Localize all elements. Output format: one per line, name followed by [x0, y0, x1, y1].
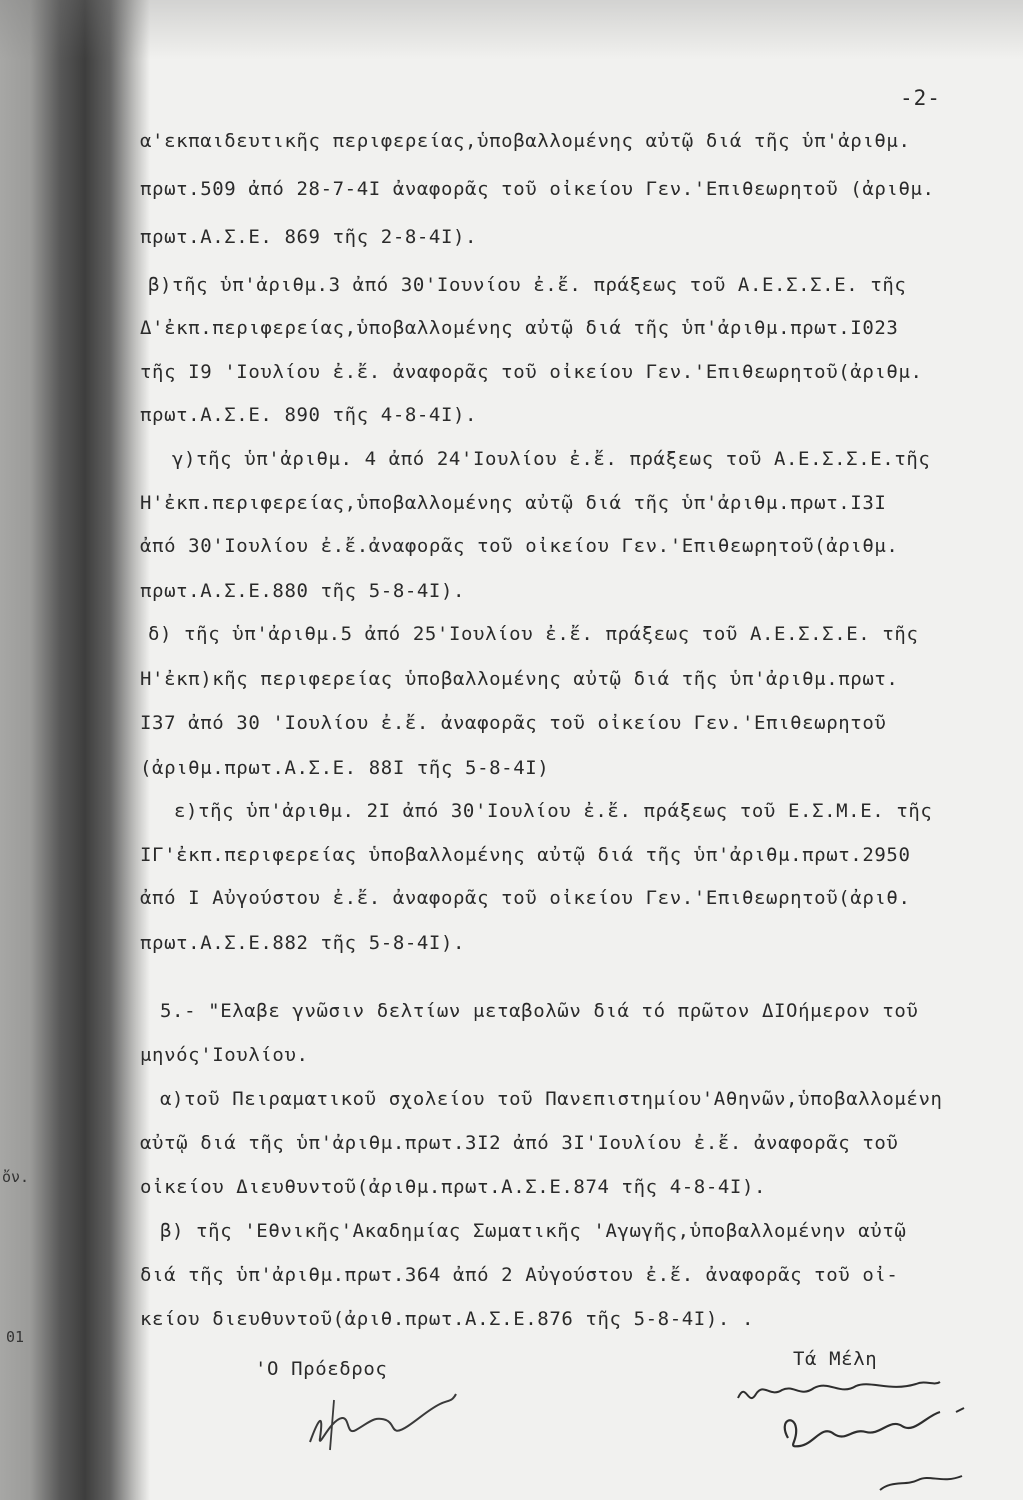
scan-shadow-top — [0, 0, 1023, 60]
text-line: Η'ἐκπ)κῆς περιφερείας ὑποβαλλομένης αὐτῷ διά τῆς ὑπ'ἀριθμ.πρωτ. — [140, 668, 899, 690]
text-line: γ)τῆς ὑπ'ἀριθμ. 4 ἀπό 24'Ιουλίου ἐ.ἔ. πράξεως τοῦ Α.Ε.Σ.Σ.Ε.τῆς — [172, 448, 931, 470]
text-line: β) τῆς 'Εθνικῆς'Ακαδημίας Σωματικῆς 'Αγωγῆς,ὑποβαλλομένην αὐτῷ — [160, 1220, 907, 1242]
text-line: πρωτ.509 ἀπό 28-7-4I ἀναφορᾶς τοῦ οἰκείου Γεν.'Επιθεωρητοῦ (ἀριθμ. — [140, 178, 935, 200]
text-line: οἰκείου Διευθυντοῦ(ἀριθμ.πρωτ.Α.Σ.Ε.874 τῆς 4-8-4I). — [140, 1176, 767, 1198]
text-line: IΓ'ἐκπ.περιφερείας ὑποβαλλομένης αὐτῷ διά τῆς ὑπ'ἀριθμ.πρωτ.2950 — [140, 844, 911, 866]
text-line: ε)τῆς ὑπ'ἀριθμ. 2I ἀπό 30'Ιουλίου ἐ.ἔ. πράξεως τοῦ Ε.Σ.Μ.Ε. τῆς — [174, 800, 933, 822]
text-line: (ἀριθμ.πρωτ.Α.Σ.Ε. 88I τῆς 5-8-4I) — [140, 757, 550, 779]
scan-shadow — [0, 0, 150, 1500]
text-line: πρωτ.Α.Σ.Ε.882 τῆς 5-8-4I). — [140, 932, 466, 954]
text-line: πρωτ.Α.Σ.Ε.880 τῆς 5-8-4I). — [140, 580, 466, 602]
text-line: 5.- "Ελαβε γνῶσιν δελτίων μεταβολῶν διά τό πρῶτον ΔΙΟήμερον τοῦ — [160, 1000, 919, 1022]
margin-note: ὄν. — [2, 1168, 30, 1186]
president-signature — [290, 1380, 480, 1460]
text-line: τῆς I9 'Ιουλίου ἐ.ἔ. ἀναφορᾶς τοῦ οἰκείου Γεν.'Επιθεωρητοῦ(ἀριθμ. — [140, 361, 923, 383]
text-line: α'εκπαιδευτικῆς περιφερείας,ὑποβαλλομένης αὐτῷ διά τῆς ὑπ'ἀριθμ. — [140, 130, 911, 152]
margin-note: 01 — [6, 1328, 25, 1346]
text-line: ἀπό I Αὐγούστου ἐ.ἔ. ἀναφορᾶς τοῦ οἰκείου Γεν.'Επιθεωρητοῦ(ἀριθ. — [140, 887, 911, 909]
text-line: Η'ἐκπ.περιφερείας,ὑποβαλλομένης αὐτῷ διά τῆς ὑπ'ἀριθμ.πρωτ.I3I — [140, 492, 887, 514]
text-line: μηνός'Ιουλίου. — [140, 1044, 309, 1066]
members-signatures — [730, 1368, 970, 1500]
text-line: Δ'ἐκπ.περιφερείας,ὑποβαλλομένης αὐτῷ διά τῆς ὑπ'ἀριθμ.πρωτ.I023 — [140, 317, 899, 339]
members-label: Τά Μέλη — [793, 1348, 878, 1370]
text-line: ἀπό 30'Ιουλίου ἐ.ἔ.ἀναφορᾶς τοῦ οἰκείου Γεν.'Επιθεωρητοῦ(ἀριθμ. — [140, 535, 899, 557]
text-line: κείου διευθυντοῦ(ἀριθ.πρωτ.Α.Σ.Ε.876 τῆς 5-8-4I). . — [140, 1308, 754, 1330]
text-line: πρωτ.Α.Σ.Ε. 890 τῆς 4-8-4I). — [140, 404, 478, 426]
president-label: 'Ο Πρόεδρος — [255, 1358, 388, 1380]
text-line: I37 ἀπό 30 'Ιουλίου ἐ.ἔ. ἀναφορᾶς τοῦ οἰκείου Γεν.'Επιθεωρητοῦ — [140, 712, 887, 734]
text-line: αὐτῷ διά τῆς ὑπ'ἀριθμ.πρωτ.3I2 ἀπό 3I'Ιουλίου ἐ.ἔ. ἀναφορᾶς τοῦ — [140, 1132, 899, 1154]
text-line: β)τῆς ὑπ'ἀριθμ.3 ἀπό 30'Ιουνίου ἐ.ἔ. πράξεως τοῦ Α.Ε.Σ.Σ.Ε. τῆς — [148, 274, 907, 296]
text-line: διά τῆς ὑπ'ἀριθμ.πρωτ.364 ἀπό 2 Αὐγούστου ἐ.ἔ. ἀναφορᾶς τοῦ οἰ- — [140, 1264, 899, 1286]
text-line: δ) τῆς ὑπ'ἀριθμ.5 ἀπό 25'Ιουλίου ἐ.ἔ. πράξεως τοῦ Α.Ε.Σ.Σ.Ε. τῆς — [148, 623, 919, 645]
text-line: πρωτ.Α.Σ.Ε. 869 τῆς 2-8-4I). — [140, 226, 478, 248]
text-line: α)τοῦ Πειραματικοῦ σχολείου τοῦ Πανεπιστημίου'Αθηνῶν,ὑποβαλλομένη — [160, 1088, 943, 1110]
page-number: -2- — [900, 86, 941, 110]
